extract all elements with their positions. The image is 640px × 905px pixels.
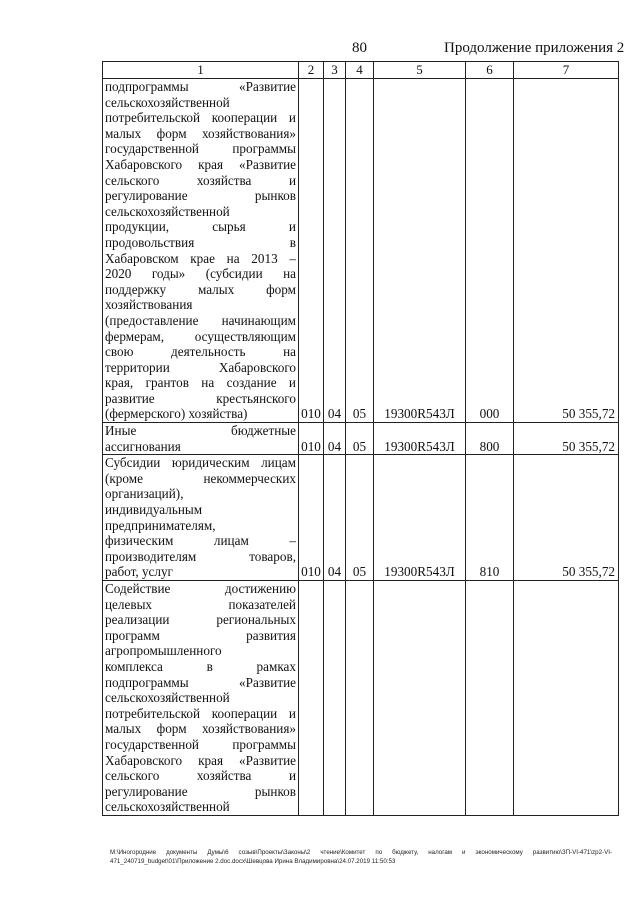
row-code-target: 19300R543Л bbox=[374, 79, 466, 423]
description-line: целевых показателей bbox=[105, 596, 296, 612]
description-line: агропромышленного bbox=[105, 643, 222, 659]
description-line: 2020 годы» (субсидии на bbox=[105, 266, 296, 282]
row-code-target bbox=[374, 581, 466, 816]
row-code-expense-type bbox=[466, 581, 514, 816]
description-line: сельскохозяйственной bbox=[105, 690, 230, 706]
row-description bbox=[103, 423, 299, 455]
row-code-subsection bbox=[346, 581, 374, 816]
description-line: индивидуальным bbox=[105, 502, 203, 518]
row-code-expense-type: 810 bbox=[466, 455, 514, 581]
page-number: 80 bbox=[352, 40, 367, 56]
row-code-target: 19300R543Л bbox=[374, 423, 466, 455]
description-line: регулирование рынков bbox=[105, 188, 296, 204]
row-amount: 50 355,72 bbox=[514, 79, 619, 423]
row-code-section: 04 bbox=[324, 423, 346, 455]
description-line: Хабаровского края «Развитие bbox=[105, 752, 296, 768]
description-line: хозяйствования bbox=[105, 297, 193, 313]
description-line: организаций), bbox=[105, 486, 184, 502]
description-line: сельскохозяйственной bbox=[105, 799, 230, 815]
description-line: реализации региональных bbox=[105, 612, 296, 628]
description-line: сельскохозяйственной bbox=[105, 94, 230, 110]
description-line: (кроме некоммерческих bbox=[105, 470, 296, 486]
row-description bbox=[103, 79, 299, 423]
table-header-row bbox=[103, 62, 619, 79]
row-code-section: 04 bbox=[324, 79, 346, 423]
description-line: регулирование рынков bbox=[105, 783, 296, 799]
description-line: сельскохозяйственной bbox=[105, 203, 230, 219]
table-row bbox=[103, 79, 619, 423]
description-line: малых форм хозяйствования» bbox=[105, 721, 296, 737]
description-line: ассигнования bbox=[105, 438, 181, 454]
row-code-ministry: 010 bbox=[299, 423, 324, 455]
row-code-ministry: 010 bbox=[299, 79, 324, 423]
row-code-section: 04 bbox=[324, 455, 346, 581]
row-code-subsection: 05 bbox=[346, 423, 374, 455]
description-line: потребительской кооперации и bbox=[105, 705, 296, 721]
description-line: фермерам, осуществляющим bbox=[105, 328, 296, 344]
row-code-ministry: 010 bbox=[299, 455, 324, 581]
description-line: комплекса в рамках bbox=[105, 658, 296, 674]
description-line: государственной программы bbox=[105, 141, 296, 157]
column-header-1: 1 bbox=[103, 62, 299, 79]
row-code-ministry bbox=[299, 581, 324, 816]
column-header-6: 6 bbox=[466, 62, 514, 79]
row-amount: 50 355,72 bbox=[514, 455, 619, 581]
description-line: сельского хозяйства и bbox=[105, 172, 296, 188]
row-amount: 50 355,72 bbox=[514, 423, 619, 455]
budget-table bbox=[102, 61, 619, 816]
description-line: производителям товаров, bbox=[105, 548, 296, 564]
description-line: продукции, сырья и bbox=[105, 219, 296, 235]
file-path-footer: M:\Иногородние документы Думы\6 созыв\Проекты\Законы\2 чтение\Комитет по бюджету, налогам и экономическому развитию\ЗП-VI-471\zp2-VI-471_240719_budget\01\Приложение 2.doc.docx\Шевцова Ирина Владимировна\24.07.2019 11:50:53 bbox=[110, 849, 612, 865]
description-line: развитие крестьянского bbox=[105, 390, 296, 406]
description-line: малых форм хозяйствования» bbox=[105, 125, 296, 141]
column-header-2: 2 bbox=[299, 62, 324, 79]
description-line: свою деятельность на bbox=[105, 344, 296, 360]
row-amount bbox=[514, 581, 619, 816]
description-line: подпрограммы «Развитие bbox=[105, 674, 296, 690]
table-row bbox=[103, 455, 619, 581]
row-code-section bbox=[324, 581, 346, 816]
row-description bbox=[103, 455, 299, 581]
row-code-subsection: 05 bbox=[346, 79, 374, 423]
description-line: края, грантов на создание и bbox=[105, 375, 296, 391]
column-header-3: 3 bbox=[324, 62, 346, 79]
description-line: Субсидии юридическим лицам bbox=[105, 455, 296, 471]
description-line: продовольствия в bbox=[105, 234, 296, 250]
description-line: сельского хозяйства и bbox=[105, 768, 296, 784]
row-code-expense-type: 000 bbox=[466, 79, 514, 423]
row-description bbox=[103, 581, 299, 816]
description-line: программ развития bbox=[105, 627, 296, 643]
description-line: подпрограммы «Развитие bbox=[105, 79, 296, 94]
row-code-target: 19300R543Л bbox=[374, 455, 466, 581]
description-line: (предоставление начинающим bbox=[105, 312, 296, 328]
description-line: физическим лицам – bbox=[105, 533, 296, 549]
description-line: потребительской кооперации и bbox=[105, 110, 296, 126]
description-line: (фермерского) хозяйства) bbox=[105, 406, 248, 422]
description-line: Иные бюджетные bbox=[105, 423, 296, 439]
description-line: Хабаровском крае на 2013 – bbox=[105, 250, 296, 266]
column-header-7: 7 bbox=[514, 62, 619, 79]
description-line: Хабаровского края «Развитие bbox=[105, 156, 296, 172]
table-row bbox=[103, 423, 619, 455]
table-row bbox=[103, 581, 619, 816]
continuation-label: Продолжение приложения 2 bbox=[444, 40, 625, 56]
row-code-subsection: 05 bbox=[346, 455, 374, 581]
description-line: работ, услуг bbox=[105, 564, 173, 580]
column-header-5: 5 bbox=[374, 62, 466, 79]
description-line: предпринимателям, bbox=[105, 517, 216, 533]
description-line: Содействие достижению bbox=[105, 581, 296, 596]
description-line: территории Хабаровского bbox=[105, 359, 296, 375]
description-line: поддержку малых форм bbox=[105, 281, 296, 297]
description-line: государственной программы bbox=[105, 736, 296, 752]
column-header-4: 4 bbox=[346, 62, 374, 79]
row-code-expense-type: 800 bbox=[466, 423, 514, 455]
